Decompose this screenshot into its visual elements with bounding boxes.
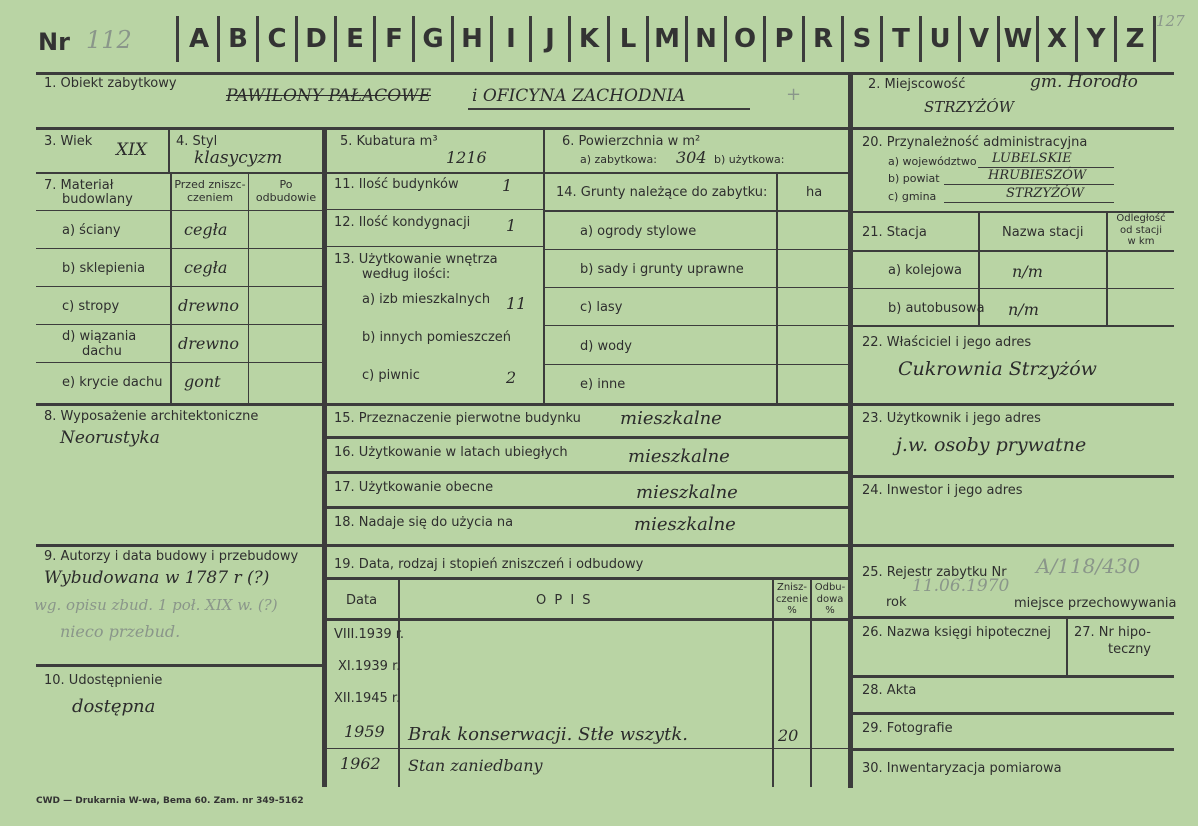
field-20a-value: LUBELSKIE — [992, 151, 1072, 166]
field-20b-label: b) powiat — [888, 172, 940, 185]
field-19-col-rebuild-1: Odbu- — [814, 582, 846, 593]
letter-index-i: I — [506, 24, 516, 54]
field-21-label: 21. Stacja — [862, 225, 927, 240]
field-16-value: mieszkalne — [628, 446, 730, 467]
field-2-gmina: gm. Horodło — [1030, 72, 1138, 92]
field-25-year-label: rok — [886, 595, 907, 610]
field-21b-value: n/m — [1008, 300, 1039, 319]
corner-number: 127 — [1156, 12, 1185, 30]
field-23-label: 23. Użytkownik i jego adres — [862, 411, 1041, 426]
field-3-value: XIX — [116, 140, 147, 160]
field-15-value: mieszkalne — [620, 408, 722, 429]
letter-index-c: C — [267, 24, 287, 54]
field-19-row-3-date: XII.1945 r. — [334, 691, 401, 706]
field-12-value: 1 — [506, 216, 517, 235]
letter-index-m: M — [654, 24, 680, 54]
field-14-unit: ha — [806, 185, 823, 200]
field-20a-label: a) województwo — [888, 155, 977, 168]
field-19-row-1-date: VIII.1939 r. — [334, 627, 405, 642]
field-14-label: 14. Grunty należące do zabytku: — [556, 185, 768, 200]
field-17-value: mieszkalne — [636, 482, 738, 503]
field-18-value: mieszkalne — [634, 514, 736, 535]
field-19-col-opis: O P I S — [536, 593, 593, 608]
printer-footer: CWD — Drukarnia W-wa, Bema 60. Zam. nr 349-5162 — [36, 796, 304, 806]
field-5-value: 1216 — [446, 148, 487, 167]
letter-index-x: X — [1046, 24, 1068, 54]
field-9-label: 9. Autorzy i data budowy i przebudowy — [44, 549, 299, 564]
field-2-value: STRZYŻÓW — [924, 98, 1015, 116]
field-13c-value: 2 — [506, 368, 517, 387]
field-19-row-4-destruction: 20 — [778, 726, 799, 745]
letter-index-e: E — [346, 24, 364, 54]
field-23-value: j.w. osoby prywatne — [896, 434, 1087, 456]
field-3-label: 3. Wiek — [44, 134, 93, 149]
field-13c-label: c) piwnic — [362, 368, 420, 383]
field-20c-label: c) gmina — [888, 190, 937, 203]
field-19-row-2-date: XI.1939 r. — [338, 659, 401, 674]
field-9-value-1: Wybudowana w 1787 r (?) — [44, 568, 270, 588]
letter-index-v: V — [968, 24, 990, 54]
letter-index-w: W — [1003, 24, 1033, 54]
letter-index-h: H — [461, 24, 483, 54]
field-21b-label: b) autobusowa — [888, 301, 985, 316]
field-21a-value: n/m — [1012, 262, 1043, 281]
letter-separator — [1153, 16, 1156, 62]
field-13-label-2: według ilości: — [362, 267, 451, 282]
letter-index-p: P — [774, 24, 794, 54]
field-14c-label: c) lasy — [580, 300, 623, 315]
field-19-row-4-date: 1959 — [344, 722, 385, 741]
field-25-storage-label: miejsce przechowywania — [1014, 596, 1177, 611]
field-20c-value: STRZYŻÓW — [1006, 186, 1085, 201]
field-22-label: 22. Właściciel i jego adres — [862, 335, 1032, 350]
field-21-col-distance-1: Odległość — [1116, 213, 1166, 224]
field-7e-label: e) krycie dachu — [62, 375, 163, 390]
field-18-label: 18. Nadaje się do użycia na — [334, 515, 514, 530]
field-12-label: 12. Ilość kondygnacji — [334, 215, 471, 230]
field-17-label: 17. Użytkowanie obecne — [334, 480, 494, 495]
letter-index-j: J — [545, 24, 555, 54]
field-6b-label: b) użytkowa: — [714, 153, 785, 166]
field-21-col-distance-2: od stacji — [1120, 224, 1162, 236]
field-20b-value: HRUBIESZÓW — [988, 168, 1087, 183]
field-7-col-before-1: Przed zniszc- — [174, 178, 246, 191]
letter-index-d: D — [305, 24, 327, 54]
field-7b-label: b) sklepienia — [62, 261, 146, 276]
field-14d-label: d) wody — [580, 339, 632, 354]
field-7-col-after-2: odbudowie — [255, 190, 317, 204]
field-19-row-5-date: 1962 — [340, 754, 381, 773]
field-13b-label: b) innych pomieszczeń — [362, 330, 512, 345]
field-11-label: 11. Ilość budynków — [334, 177, 459, 192]
field-15-label: 15. Przeznaczenie pierwotne budynku — [334, 411, 581, 426]
letter-index-f: F — [385, 24, 403, 54]
letter-index-u: U — [929, 24, 951, 54]
letter-index-g: G — [422, 24, 444, 54]
field-7d-label-2: dachu — [82, 344, 122, 359]
letter-index-z: Z — [1125, 24, 1145, 54]
field-19-col-destruction-2: czenie — [775, 593, 809, 605]
field-1-value: i OFICYNA ZACHODNIA — [472, 86, 686, 106]
field-1-label: 1. Obiekt zabytkowy — [44, 76, 177, 91]
letter-index-b: B — [228, 24, 248, 54]
field-16-label: 16. Użytkowanie w latach ubiegłych — [334, 445, 568, 460]
field-20-label: 20. Przynależność administracyjna — [862, 135, 1088, 150]
field-24-label: 24. Inwestor i jego adres — [862, 483, 1023, 498]
letter-index-s: S — [852, 24, 872, 54]
field-19-col-rebuild-3: % — [825, 605, 835, 616]
field-6-label: 6. Powierzchnia w m² — [562, 134, 701, 149]
field-7-col-before-2: czeniem — [186, 190, 234, 204]
field-14e-label: e) inne — [580, 377, 626, 392]
field-10-label: 10. Udostępnienie — [44, 673, 163, 688]
nr-label: Nr — [38, 28, 70, 56]
letter-index-a: A — [188, 24, 210, 54]
letter-index-r: R — [812, 24, 834, 54]
field-19-col-rebuild-2: dowa — [816, 593, 844, 605]
field-7d-value: drewno — [178, 334, 239, 353]
field-14a-label: a) ogrody stylowe — [580, 224, 697, 239]
field-19-row-5-opis: Stan zaniedbany — [408, 756, 543, 775]
field-14b-label: b) sady i grunty uprawne — [580, 262, 744, 277]
field-10-value: dostępna — [72, 696, 156, 717]
field-7-col-after-1: Po — [279, 178, 293, 191]
field-4-value: klasycyzm — [194, 148, 283, 168]
field-1-plus: + — [786, 84, 802, 105]
field-25-value: A/118/430 — [1036, 554, 1141, 578]
field-7e-value: gont — [184, 372, 221, 391]
letter-index-k: K — [578, 24, 600, 54]
field-7a-label: a) ściany — [62, 223, 121, 238]
field-19-row-4-opis: Brak konserwacji. Stłe wszytk. — [408, 724, 688, 745]
field-9-value-3: nieco przebud. — [60, 622, 181, 641]
field-7d-label-1: d) wiązania — [62, 329, 137, 344]
field-28-label: 28. Akta — [862, 683, 917, 698]
field-1-struck-value: PAWILONY PAŁACOWE — [226, 86, 432, 106]
field-21-col-name: Nazwa stacji — [1002, 225, 1084, 240]
letter-index-o: O — [733, 24, 757, 54]
letter-index-n: N — [695, 24, 717, 54]
field-11-value: 1 — [502, 176, 513, 195]
nr-value: 112 — [86, 26, 132, 54]
field-22-value: Cukrownia Strzyżów — [898, 358, 1097, 380]
field-26-label: 26. Nazwa księgi hipotecznej — [862, 625, 1051, 640]
field-7c-label: c) stropy — [62, 299, 120, 314]
field-19-label: 19. Data, rodzaj i stopień zniszczeń i odbudowy — [334, 557, 644, 572]
field-21a-label: a) kolejowa — [888, 263, 962, 278]
field-7-label-1: 7. Materiał — [44, 178, 114, 193]
field-19-col-date: Data — [346, 593, 378, 608]
field-7a-value: cegła — [184, 220, 228, 239]
field-19-col-destruction-1: Znisz- — [776, 582, 808, 593]
field-21-col-distance-3: w km — [1127, 236, 1155, 247]
field-2-label: 2. Miejscowość — [868, 77, 966, 92]
field-13a-label: a) izb mieszkalnych — [362, 292, 491, 307]
field-9-value-2: wg. opisu zbud. 1 poł. XIX w. (?) — [34, 596, 278, 614]
field-29-label: 29. Fotografie — [862, 721, 953, 736]
field-13a-value: 11 — [506, 294, 527, 313]
letter-index-l: L — [619, 24, 637, 54]
field-8-value: Neorustyka — [60, 428, 160, 448]
field-7c-value: drewno — [178, 296, 239, 315]
field-25-label: 25. Rejestr zabytku Nr — [862, 565, 1007, 580]
letter-index-t: T — [892, 24, 910, 54]
field-4-label: 4. Styl — [176, 134, 218, 149]
field-30-label: 30. Inwentaryzacja pomiarowa — [862, 761, 1062, 776]
field-5-label: 5. Kubatura m³ — [340, 134, 438, 149]
field-19-col-destruction-3: % — [787, 605, 797, 616]
field-8-label: 8. Wyposażenie architektoniczne — [44, 409, 259, 424]
field-13-label-1: 13. Użytkowanie wnętrza — [334, 252, 498, 267]
letter-index-y: Y — [1086, 24, 1106, 54]
field-27-label-2: teczny — [1108, 642, 1151, 657]
field-25-year-value: 11.06.1970 — [912, 576, 1010, 596]
field-27-label-1: 27. Nr hipo- — [1074, 625, 1151, 640]
field-6a-label: a) zabytkowa: — [580, 153, 657, 166]
field-7-label-2: budowlany — [62, 192, 133, 207]
field-7b-value: cegła — [184, 258, 228, 277]
field-6a-value: 304 — [676, 148, 707, 167]
